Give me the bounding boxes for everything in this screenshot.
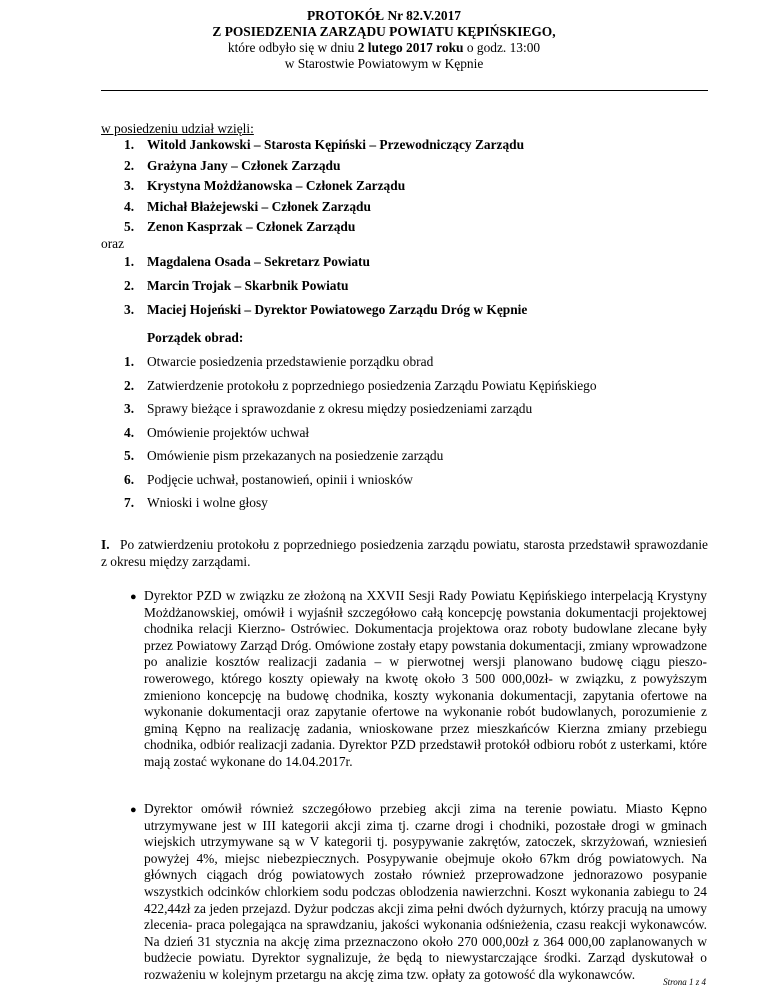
participant-number: 3.: [124, 302, 135, 317]
board-member-number: 2.: [124, 157, 135, 173]
board-member-text: Krystyna Możdżanowska – Członek Zarządu: [147, 178, 406, 193]
agenda-item-number: 5.: [124, 448, 135, 463]
participant-text: Magdalena Osada – Sekretarz Powiatu: [147, 254, 370, 269]
board-member-number: 5.: [124, 219, 135, 234]
agenda-item-number: 6.: [124, 471, 135, 487]
participant-number: 1.: [124, 254, 135, 269]
section-numeral: I.: [101, 537, 110, 552]
agenda-item-text: Podjęcie uchwał, postanowień, opinii i wniosków: [147, 471, 413, 487]
board-member-number: 1.: [124, 137, 135, 152]
agenda-item-text: Wnioski i wolne głosy: [147, 495, 268, 510]
agenda-item-text: Omówienie pism przekazanych na posiedzenie zarządu: [147, 448, 444, 463]
board-member-text: Grażyna Jany – Członek Zarządu: [147, 157, 341, 173]
agenda-title: Porządek obrad:: [147, 330, 244, 345]
agenda-item-number: 1.: [124, 354, 135, 369]
meeting-location: w Starostwie Powiatowym w Kępnie: [284, 56, 484, 71]
participant-number: 2.: [124, 278, 135, 293]
date-line-suffix: o godz. 13:00: [463, 40, 541, 55]
board-member-text: Michał Błażejewski – Członek Zarządu: [147, 198, 371, 214]
section-intro: Po zatwierdzeniu protokołu z poprzedniego posiedzenia zarządu powiatu, starosta przedstawił sprawozdanie z okresu między zarządami.: [101, 537, 708, 569]
agenda-item-text: Sprawy bieżące i sprawozdanie z okresu między posiedzeniami zarządu: [147, 401, 533, 416]
board-member-text: Zenon Kasprzak – Członek Zarządu: [147, 219, 356, 234]
header-divider: [101, 90, 708, 91]
meeting-date: 2 lutego 2017 roku: [357, 40, 464, 55]
bullet-paragraph-2: Dyrektor omówił również szczegółowo przebieg akcji zima na terenie powiatu. Miasto Kępno utrzymywane jest w III kategorii akcji zima tj. czarne drogi i chodniki, pozostałe drogi w gminach wiejskich utrzymywane są w V kategorii tj. posypywanie zakrętów, zatoczek, skrzyżowań, wzniesień powyżej 4%, miejsc niebezpiecznych. Posypywanie obejmuje około 67km dróg powiatowych. Na głównych ciągach dróg powiatowych zostało również przeprowadzone jednorazowo posypanie wszystkich odcinków chlorkiem sodu podczas oblodzenia nawierzchni. Koszt wykonania zabiegu to 24 422,44zł za jeden przejazd. Dyżur podczas akcji zima pełni dwóch dyżurnych, którzy pracują na umowy zlecenia- praca polegająca na sprawdzaniu, jakości wykonania odśnieżenia, czasu reakcji wykonawców. Na dzień 31 stycznia na akcję zima przeznaczono około 270 000,00zł z 364 000,00 zaplanowanych w budżecie powiatu. Dyrektor sygnalizuje, że będą to niewystarczające środki. Zarząd dyskutował o rozważeniu w kolejnym przetargu na akcję zima tzw. opłaty za gotowość dla wykonawców.: [144, 801, 707, 982]
protocol-subtitle: Z POSIEDZENIA ZARZĄDU POWIATU KĘPIŃSKIEGO,: [212, 24, 556, 39]
document-header: [0, 8, 768, 72]
participant-text: Maciej Hojeński – Dyrektor Powiatowego Zarządu Dróg w Kępnie: [147, 302, 528, 317]
protocol-title: PROTOKÓŁ Nr 82.V.2017: [306, 8, 461, 23]
agenda-item-number: 3.: [124, 401, 135, 416]
participants-label: w posiedzeniu udział wzięli:: [101, 121, 254, 136]
agenda-item-text: Omówienie projektów uchwał: [147, 424, 310, 440]
board-member-number: 3.: [124, 178, 135, 193]
agenda-item-number: 2.: [124, 377, 135, 393]
page-number: Strona 1 z 4: [663, 977, 706, 987]
meeting-date-line: [0, 40, 768, 56]
bullet-icon: ●: [130, 804, 137, 816]
board-member-number: 4.: [124, 198, 135, 214]
participant-text: Marcin Trojak – Skarbnik Powiatu: [147, 278, 349, 293]
oraz-label: oraz: [101, 236, 125, 251]
bullet-paragraph-1: Dyrektor PZD w związku ze złożoną na XXVII Sesji Rady Powiatu Kępińskiego interpelacją Krystyny Możdżanowskiej, omówił i wyjaśnił szczegółowo całą koncepcję powstania dokumentacji projektowej chodnika relacji Kierzno- Ostrówiec. Dokumentacja projektowa oraz roboty budowlane zlecane były przez Powiatowy Zarząd Dróg. Omówione zostały etapy powstania dokumentacji, zmiany wprowadzone po analizie kosztów realizacji zadania – w pierwotnej wersji planowano budowę ciągu pieszo- rowerowego, którego koszty opiewały na kwotę około 3 500 000,00zł- w związku, z powyższym zmieniono koncepcję na budowę chodnika, koszty wykonania dokumentacji, zapytania ofertowe na wykonanie dokumentacji oraz zapytanie ofertowe na wykonanie robót budowlanych, porozumienie z gminą Kępno na realizację zadania, wnioskowane przez mieszkańców Kierzna zmiany przebiegu chodnika, odbiór realizacji zadania. Dyrektor PZD przedstawił protokół odbioru robót z usterkami, które mają zostać wykonane do 14.04.2017r.: [144, 588, 707, 769]
agenda-item-number: 4.: [124, 424, 135, 440]
agenda-item-number: 7.: [124, 495, 135, 510]
date-line-prefix: które odbyło się w dniu: [227, 40, 358, 55]
agenda-item-text: Otwarcie posiedzenia przedstawienie porządku obrad: [147, 354, 434, 369]
board-member-text: Witold Jankowski – Starosta Kępiński – Przewodniczący Zarządu: [147, 137, 525, 152]
agenda-item-text: Zatwierdzenie protokołu z poprzedniego posiedzenia Zarządu Powiatu Kępińskiego: [147, 377, 597, 393]
bullet-icon: ●: [130, 591, 137, 603]
